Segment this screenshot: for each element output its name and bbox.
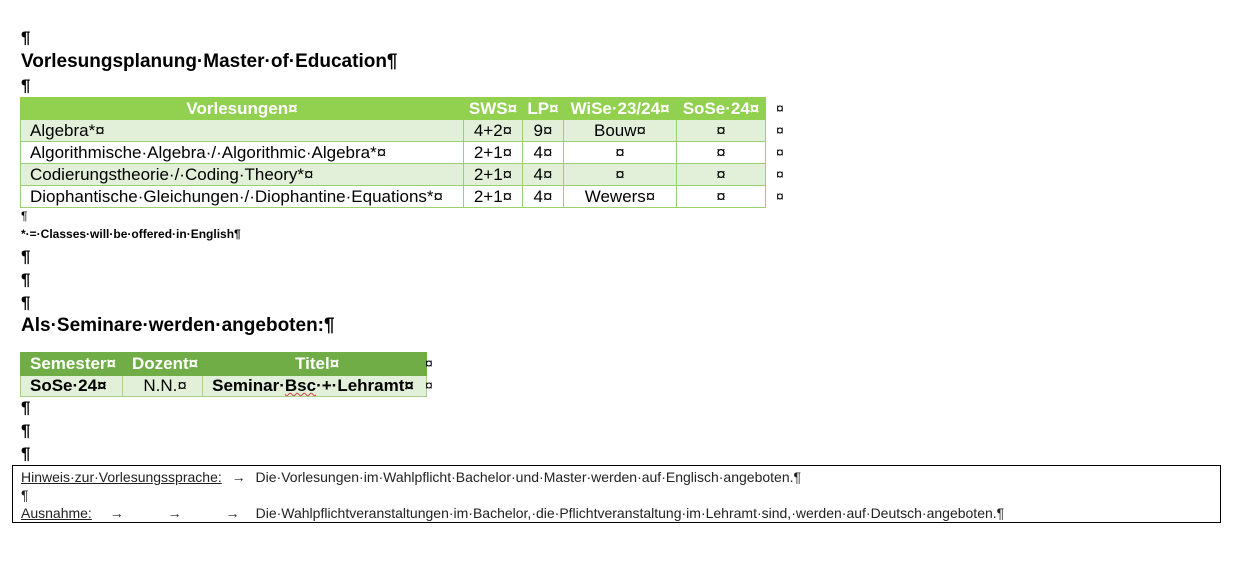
end-of-row-mark: ¤ [425, 377, 433, 393]
table-row [21, 120, 766, 142]
lecture-sws[interactable]: 2+1¤ [464, 164, 523, 186]
header-vorlesungen[interactable]: Vorlesungen¤ [21, 98, 464, 120]
lecture-sose[interactable]: ¤ [677, 120, 766, 142]
empty-paragraph: ¶ [21, 444, 31, 463]
header-sws[interactable]: SWS¤ [464, 98, 523, 120]
end-of-row-mark: ¤ [776, 122, 784, 138]
lecture-wise[interactable]: ¤ [564, 142, 677, 164]
lecture-sws[interactable]: 4+2¤ [464, 120, 523, 142]
lecture-name[interactable]: Diophantische·Gleichungen·/·Diophantine·Equations*¤ [21, 186, 464, 208]
table-row [21, 186, 766, 208]
end-of-row-mark: ¤ [776, 144, 784, 160]
titel-part: ·+·Lehramt¤ [316, 376, 414, 395]
lecture-sose[interactable]: ¤ [677, 142, 766, 164]
lecture-lp[interactable]: 4¤ [523, 142, 564, 164]
lecture-name[interactable]: Algorithmische·Algebra·/·Algorithmic·Algebra*¤ [21, 142, 464, 164]
tab-arrows: → → → [109, 505, 240, 521]
empty-paragraph: ¶ [21, 293, 31, 312]
spelling-marked-word: Bsc [284, 376, 317, 395]
seminar-semester[interactable]: SoSe·24¤ [21, 376, 123, 397]
seminar-dozent[interactable]: N.N.¤ [123, 376, 203, 397]
header-semester[interactable]: Semester¤ [21, 353, 123, 376]
lecture-table-header [21, 98, 766, 120]
table-row [21, 376, 427, 397]
lecture-wise[interactable]: Wewers¤ [564, 186, 677, 208]
lecture-sws[interactable]: 2+1¤ [464, 142, 523, 164]
seminar-table [20, 352, 427, 397]
empty-paragraph: ¶ [21, 247, 31, 266]
lecture-sose[interactable]: ¤ [677, 164, 766, 186]
header-wise[interactable]: WiSe·23/24¤ [564, 98, 677, 120]
hint-label: Hinweis·zur·Vorlesungssprache: [21, 469, 222, 485]
end-of-row-mark: ¤ [425, 355, 433, 371]
exception-label: Ausnahme: [21, 505, 92, 521]
empty-paragraph: ¶ [21, 209, 28, 223]
lecture-wise[interactable]: Bouw¤ [564, 120, 677, 142]
end-of-row-mark: ¤ [776, 166, 784, 182]
lecture-sws[interactable]: 2+1¤ [464, 186, 523, 208]
tab-arrow: → [231, 469, 246, 485]
seminar-titel[interactable] [203, 376, 427, 397]
empty-paragraph: ¶ [21, 28, 31, 47]
lecture-lp[interactable]: 4¤ [523, 164, 564, 186]
lecture-lp[interactable]: 9¤ [523, 120, 564, 142]
empty-paragraph: ¶ [21, 487, 29, 503]
titel-part: Seminar· [212, 376, 285, 395]
seminar-table-header [21, 353, 427, 376]
document-title[interactable]: Vorlesungsplanung·Master·of·Education¶ [21, 51, 398, 72]
header-sose[interactable]: SoSe·24¤ [677, 98, 766, 120]
empty-paragraph: ¶ [21, 76, 31, 95]
header-titel[interactable]: Titel¤ [203, 353, 427, 376]
hint-line[interactable] [21, 468, 801, 486]
empty-paragraph: ¶ [21, 398, 31, 417]
lecture-table [20, 97, 766, 208]
lecture-wise[interactable]: ¤ [564, 164, 677, 186]
footnote[interactable]: *·=·Classes·will·be·offered·in·English¶ [21, 227, 241, 241]
table-row [21, 142, 766, 164]
end-of-row-mark: ¤ [776, 188, 784, 204]
lecture-lp[interactable]: 4¤ [523, 186, 564, 208]
lecture-name[interactable]: Codierungstheorie·/·Coding·Theory*¤ [21, 164, 464, 186]
header-dozent[interactable]: Dozent¤ [123, 353, 203, 376]
hint-text: Die·Vorlesungen·im·Wahlpflicht·Bachelor·und·Master·werden·auf·Englisch·angeboten.¶ [255, 469, 802, 485]
header-lp[interactable]: LP¤ [523, 98, 564, 120]
empty-paragraph: ¶ [21, 270, 31, 289]
empty-paragraph: ¶ [21, 421, 31, 440]
end-of-row-mark: ¤ [776, 100, 784, 116]
lecture-sose[interactable]: ¤ [677, 186, 766, 208]
exception-line[interactable] [21, 504, 1004, 522]
seminar-heading[interactable]: Als·Seminare·werden·angeboten:¶ [21, 315, 335, 336]
table-row [21, 164, 766, 186]
language-note-box [12, 465, 1221, 523]
exception-text: Die·Wahlpflichtveranstaltungen·im·Bachelor,·die·Pflichtveranstaltung·im·Lehramt·sind,·werden·auf·Deutsch·angeboten.¶ [255, 505, 1005, 521]
lecture-name[interactable]: Algebra*¤ [21, 120, 464, 142]
